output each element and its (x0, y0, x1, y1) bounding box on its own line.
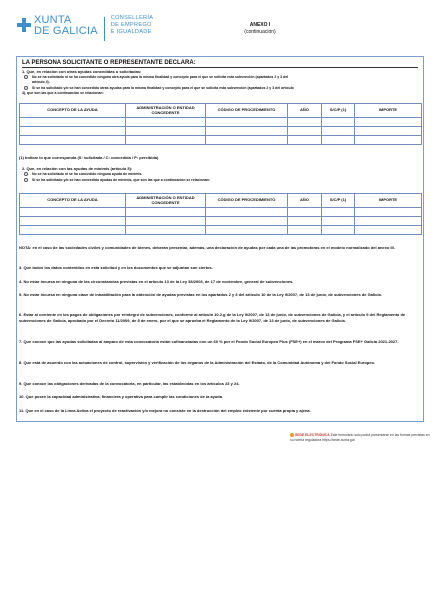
dept-line3: E IGUALDADE (110, 29, 152, 35)
cell-input[interactable] (288, 226, 322, 235)
col-concept: CONCEPTO DE LA AYUDA (20, 194, 126, 208)
logo-line2: DE GALICIA (34, 25, 98, 37)
item2-option-a-radio[interactable] (24, 172, 28, 176)
footer-text: Este formulario solo podrá presentarse en las formas previstas en su norma reguladora https://sede.xunta.gal (290, 433, 430, 442)
declaration-item-7: 7. Que conoce que las ayudas solicitadas al amparo de esta convocatoria están cofinanciadas con un 60 % por el Fondo Social Europeo Plus (FSE+) en el marco del Programa FSE+ Galicia 2021-2027. (19, 339, 399, 344)
declaration-item-6: 6. Estar al corriente en los pagos de obligaciones por reintegro de subvenciones, conforme al artículo 10.2.g de la Ley 9/2007, de 13 de junio, de subvenciones de Galicia, y el artículo 9 del Reglamento de subvenciones de Galicia, aprobado por el Decreto 11/2009, de 8 de enero, por el que se aprueba el Reglamento de la Ley 9/2007, de 13 de junio, de subvenciones de Galicia. (19, 312, 406, 323)
cell-input[interactable] (20, 217, 126, 226)
status-footnote: (1) Indicar lo que corresponda (S: solicitada / C: concedida / P: percibida) (19, 155, 159, 160)
cell-input[interactable] (355, 226, 422, 235)
item1-option-b-radio[interactable] (24, 86, 28, 90)
table-row (20, 226, 422, 235)
footer-note (290, 433, 430, 442)
item1-option-b-line1: Sí se ha solicitado y/o se han concedido otras ayudas para la misma finalidad y concepto para el que se solicita esta subvención (apartados 2 y 3 del artículo (32, 85, 294, 90)
table-row (20, 136, 422, 145)
col-amount: IMPORTE (355, 104, 422, 118)
xunta-logo (17, 15, 153, 51)
department-name (111, 15, 153, 36)
cell-input[interactable] (126, 127, 206, 136)
cell-input[interactable] (355, 136, 422, 145)
col-administration: ADMINISTRACIÓN O ENTIDAD CONCEDENTE (126, 194, 206, 208)
footer-badge: SEDE ELECTRÓNICA (295, 433, 330, 437)
cell-input[interactable] (355, 127, 422, 136)
cell-input[interactable] (126, 136, 206, 145)
declaration-title: LA PERSONA SOLICITANTE O REPRESENTANTE DECLARA: (22, 60, 418, 68)
cell-input[interactable] (288, 208, 322, 217)
cell-input[interactable] (20, 226, 126, 235)
col-year: AÑO (288, 104, 322, 118)
item2-option-b-radio[interactable] (24, 178, 28, 182)
item1-option-a-line1: No se ha solicitado ni se ha concedido ninguna otra ayuda para la misma finalidad y concepto para el que se solicita esta subvención (apartados 2 y 3 del (32, 74, 289, 79)
col-concept: CONCEPTO DE LA AYUDA (20, 104, 126, 118)
dept-line2: DE EMPREGO (110, 22, 152, 28)
cell-input[interactable] (20, 208, 126, 217)
declaration-item-4: 4. No estar incursa en ninguna de las circunstancias previstas en el artículo 13 de la Ley 38/2003, de 17 de noviembre, general de subvenciones. (19, 279, 294, 284)
cell-input[interactable] (322, 208, 355, 217)
cell-input[interactable] (206, 136, 288, 145)
cell-input[interactable] (288, 217, 322, 226)
annex-subtitle: (continuación) (244, 29, 276, 35)
cell-input[interactable] (322, 118, 355, 127)
cell-input[interactable] (355, 208, 422, 217)
sede-electronica-icon (290, 433, 294, 437)
col-status: S/C/P (1) (322, 194, 355, 208)
cell-input[interactable] (126, 226, 206, 235)
cell-input[interactable] (20, 127, 126, 136)
aid-table-1 (19, 103, 422, 145)
col-status: S/C/P (1) (322, 104, 355, 118)
cell-input[interactable] (206, 208, 288, 217)
cell-input[interactable] (322, 226, 355, 235)
item1-heading: 1. Que, en relación con otras ayudas concedidas o solicitadas: (22, 69, 142, 74)
logo-line1: XUNTA (34, 14, 72, 26)
table-row (20, 208, 422, 217)
table-header-row (20, 194, 422, 208)
aid-table-2 (19, 193, 422, 235)
nota-text: NOTA: en el caso de las sociedades civiles y comunidades de bienes, deberán presentar, además, una declaración de ayudas por cada una de las promotoras en el modelo normalizado del anexo III. (19, 245, 395, 250)
col-year: AÑO (288, 194, 322, 208)
col-amount: IMPORTE (355, 194, 422, 208)
declaration-item-11: 11. Que en el caso de la Línea Activa el proyecto de reactivación y/o mejora no consiste en la destrucción del empleo existente por cuenta propia y ajena. (19, 408, 311, 413)
cell-input[interactable] (126, 118, 206, 127)
declaration-item-5: 5. No estar incursa en ninguna clase de inhabilitación para la obtención de ayudas previstas en los apartados 2 y 3 del artículo 10 de la Ley 9/2007, de 13 de junio, de subvenciones de Galicia. (19, 292, 382, 297)
cell-input[interactable] (288, 118, 322, 127)
cell-input[interactable] (322, 217, 355, 226)
cell-input[interactable] (288, 127, 322, 136)
item2-option-b: Sí se ha solicitado y/o se han concedido ayudas de minimis, que son las que a continuación se relacionan: (32, 177, 210, 182)
declaration-item-3: 3. Que todos los datos contenidos en esta solicitud y en los documentos que se adjuntan son ciertos. (19, 265, 213, 270)
cell-input[interactable] (20, 118, 126, 127)
item2-option-a: No se ha solicitado ni se ha concedido ninguna ayuda de minimis. (32, 171, 143, 176)
cell-input[interactable] (206, 118, 288, 127)
col-administration: ADMINISTRACIÓN O ENTIDAD CONCEDENTE (126, 104, 206, 118)
item1-option-b-line2: 4), que son las que a continuación se relacionan: (22, 91, 104, 95)
cell-input[interactable] (206, 217, 288, 226)
annex-title: ANEXO I (249, 22, 271, 28)
annex-heading (230, 22, 290, 36)
declaration-item-9: 9. Que conoce las obligaciones derivadas de la convocatoria, en particular, las establecidas en los artículos 23 y 24. (19, 381, 240, 386)
cell-input[interactable] (206, 127, 288, 136)
table-row (20, 127, 422, 136)
table-row (20, 217, 422, 226)
item1-option-a-line2: artículo 4). (32, 80, 50, 84)
xunta-cross-icon (17, 18, 31, 32)
item2-heading: 2. Que, en relación con las ayudas de minimis (artículo 5): (22, 166, 133, 171)
col-procedure-code: CÓDIGO DE PROCEDIMIENTO (206, 104, 288, 118)
cell-input[interactable] (322, 127, 355, 136)
cell-input[interactable] (355, 217, 422, 226)
table-row (20, 118, 422, 127)
item1-option-a-radio[interactable] (24, 75, 28, 79)
logo-wordmark (34, 15, 98, 37)
cell-input[interactable] (322, 136, 355, 145)
declaration-item-8: 8. Que está de acuerdo con las actuaciones de control, supervisión y verificación de los órganos de la Administración del Estado, de la Comunidad Autónoma y del Fondo Social Europeo. (19, 360, 376, 365)
table-header-row (20, 104, 422, 118)
cell-input[interactable] (20, 136, 126, 145)
col-procedure-code: CÓDIGO DE PROCEDIMIENTO (206, 194, 288, 208)
cell-input[interactable] (206, 226, 288, 235)
logo-divider (104, 17, 105, 41)
dept-line1: CONSELLERÍA (110, 15, 154, 21)
declaration-item-10: 10. Que posee la capacidad administrativa, financiera y operativa para cumplir las condiciones de la ayuda. (19, 394, 224, 399)
cell-input[interactable] (126, 208, 206, 217)
cell-input[interactable] (126, 217, 206, 226)
cell-input[interactable] (288, 136, 322, 145)
cell-input[interactable] (355, 118, 422, 127)
